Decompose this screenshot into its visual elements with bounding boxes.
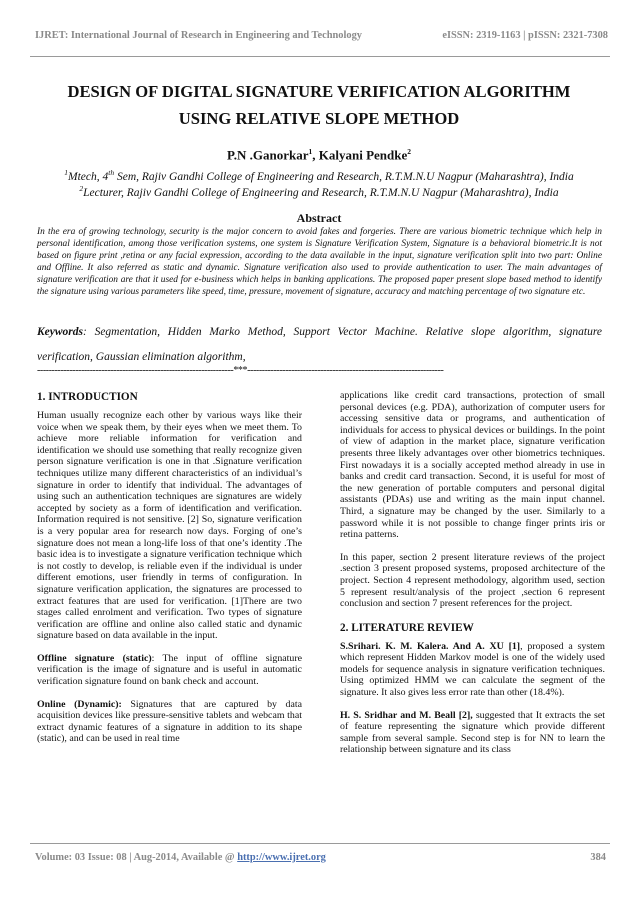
- journal-link[interactable]: http://www.ijret.org: [237, 852, 326, 863]
- right-column: [340, 390, 605, 767]
- keywords: [37, 320, 602, 370]
- author-2: Kalyani Pendke: [318, 147, 408, 163]
- title-line-1: DESIGN OF DIGITAL SIGNATURE VERIFICATION ALGORITHM: [67, 82, 571, 101]
- affiliation-2: [0, 184, 638, 199]
- reference-2-label: H. S. Sridhar and M. Beall [2],: [340, 709, 473, 721]
- paper-outline-paragraph: In this paper, section 2 present literature reviews of the project .section 3 present proposed systems, proposed architecture of the project. Section 4 represent methodology, algorithm used, section 5 represent result/analysis of the project ,section 6 represent conclusion and section 7 present references for the project.: [340, 551, 605, 610]
- footer-rule: [30, 843, 610, 844]
- running-header: [35, 30, 608, 46]
- footer-prefix: Volume: 03 Issue: 08 | Aug-2014, Available @: [35, 852, 238, 863]
- author-1: P.N .Ganorkar: [227, 147, 309, 163]
- author-2-sup: 2: [407, 147, 411, 156]
- reference-1-paragraph: [340, 641, 605, 699]
- literature-review-heading: 2. LITERATURE REVIEW: [340, 621, 474, 634]
- online-label: Online (Dynamic):: [37, 698, 122, 710]
- affiliation-1-ordinal: th: [108, 168, 115, 177]
- affiliation-1: [0, 168, 638, 183]
- journal-name: IJRET: International Journal of Research in Engineering and Technology: [35, 30, 362, 41]
- reference-1-text: , proposed a system which represent Hidden Markov model is one of the widely used models for sequence analysis in signature verification techniques. Using optimized HMM we can calculate the segment of the signature. It also gives less error rate than other (18.4%).: [340, 640, 605, 699]
- author-separator: ,: [312, 147, 319, 163]
- reference-1-label: S.Srihari. K. M. Kalera. And A. XU [1]: [340, 640, 521, 652]
- paper-title: [30, 78, 608, 132]
- author-list: [0, 147, 638, 163]
- section-separator: -------------------------------------------------------------------***-------------------------------------------------------------------: [37, 365, 444, 376]
- offline-text: : The input of offline signature verification is the image of signature and is useful in automatic verification signature found on bank check and account.: [37, 652, 302, 688]
- introduction-paragraph: Human usually recognize each other by various ways like their voice when we speak them, by their eyes when we meet them. To achieve more reliable information for verification and identification we should use something that really recognize given person signature verification is one in that .Signature verification techniques utilize many different characteristics of an individual’s signature in order to identify that individual. The advantages of using such an authentication techniques are signatures are widely accepted by society as a form of identification and verification. Information required is not sensitive. [2] So, signature verification is a very popular area for research now days. Forging of one’s signature does not mean a long-life loss of that one’s identity .The basic idea is to investigate a signature verification technique which is not costly to develop, is reliable even if the individual is under different emotions, user friendly in terms of configuration. In signature verification application, the signatures are processed to extract features that are used for verification. [1]There are two stages called enrolment and verification. Two types of signature verification are offline and online also called static and dynamic signature based on data available in the input.: [37, 410, 302, 642]
- offline-label: Offline signature (static): [37, 652, 152, 664]
- affiliation-1-sup: 1: [64, 168, 69, 177]
- online-paragraph: [37, 699, 302, 745]
- introduction-heading: 1. INTRODUCTION: [37, 391, 138, 403]
- issn: eISSN: 2319-1163 | pISSN: 2321-7308: [442, 30, 608, 41]
- abstract-heading: Abstract: [296, 211, 342, 225]
- affiliation-1-text: Sem, Rajiv Gandhi College of Engineering and Research, R.T.M.N.U Nagpur (Maharashtra), India: [114, 170, 574, 183]
- author-1-sup: 1: [308, 147, 313, 156]
- title-line-2: USING RELATIVE SLOPE METHOD: [178, 109, 460, 128]
- applications-paragraph: applications like credit card transactions, protection of small personal devices (e.g. PDA), authorization of computer users for accessing sensitive data or programs, and authentication of individuals for access to physical devices or buildings. In the point of view of adaption in the market place, signature verification presents three likely advantages over other biometrics techniques. First nowadays it is a socially accepted method already in use in banks and credit card transaction. Second, it is useful for most of the new generation of portable computers and personal digital assistants (PDAs) use and writing as the main input channel. Third, a signature may be changed by the user. Similarly to a password while it is not possible to change finger prints iris or retina patterns.: [340, 390, 605, 541]
- left-column: [37, 390, 302, 756]
- header-rule: [30, 56, 610, 57]
- abstract-text: In the era of growing technology, security is the major concern to avoid fakes and forgeries. There are various biometric technique which help in personal identification, among those verification systems, one system is Signature Verification System, Signature is a behavioral biometric.It is not based on figure print ,retina or any facial expression, according to the data available in the input, signature verification split into two part: Online and Offline. It also referred as static and dynamic. Signature verification also used to provide authentication to user. The main advantages of signature verification are that it used for e-business which helps in banking applications. The proposed paper present slope based method to identify the signature using various parameters like speed, time, pressure, movement of signature, accuracy and matching percentage of two signature etc.: [37, 227, 602, 298]
- reference-2-paragraph: [340, 710, 605, 756]
- keywords-label: Keywords: [37, 326, 83, 338]
- keywords-text: : Segmentation, Hidden Marko Method, Support Vector Machine. Relative slope algorithm, signature verification, Gaussian elimination algorithm,: [37, 326, 602, 363]
- reference-2-text: suggested that It extracts the set of feature representing the signature which provide different sample from several sample. Second step is for NN to learn the relationship between signature and its class: [340, 709, 605, 756]
- offline-paragraph: [37, 653, 302, 688]
- footer-volume: [35, 852, 326, 863]
- affiliation-2-sup: 2: [79, 184, 84, 193]
- affiliation-2-text: Lecturer, Rajiv Gandhi College of Engineering and Research, R.T.M.N.U Nagpur (Maharashtra), India: [83, 186, 559, 199]
- online-text: Signatures that are captured by data acquisition devices like pressure-sensitive tablets and webcam that extract dynamic features of a signature in addition to its shape (static), and can be used in real time: [37, 698, 302, 745]
- affiliation-1-pre: Mtech, 4: [68, 170, 109, 183]
- page-number: 384: [590, 852, 606, 863]
